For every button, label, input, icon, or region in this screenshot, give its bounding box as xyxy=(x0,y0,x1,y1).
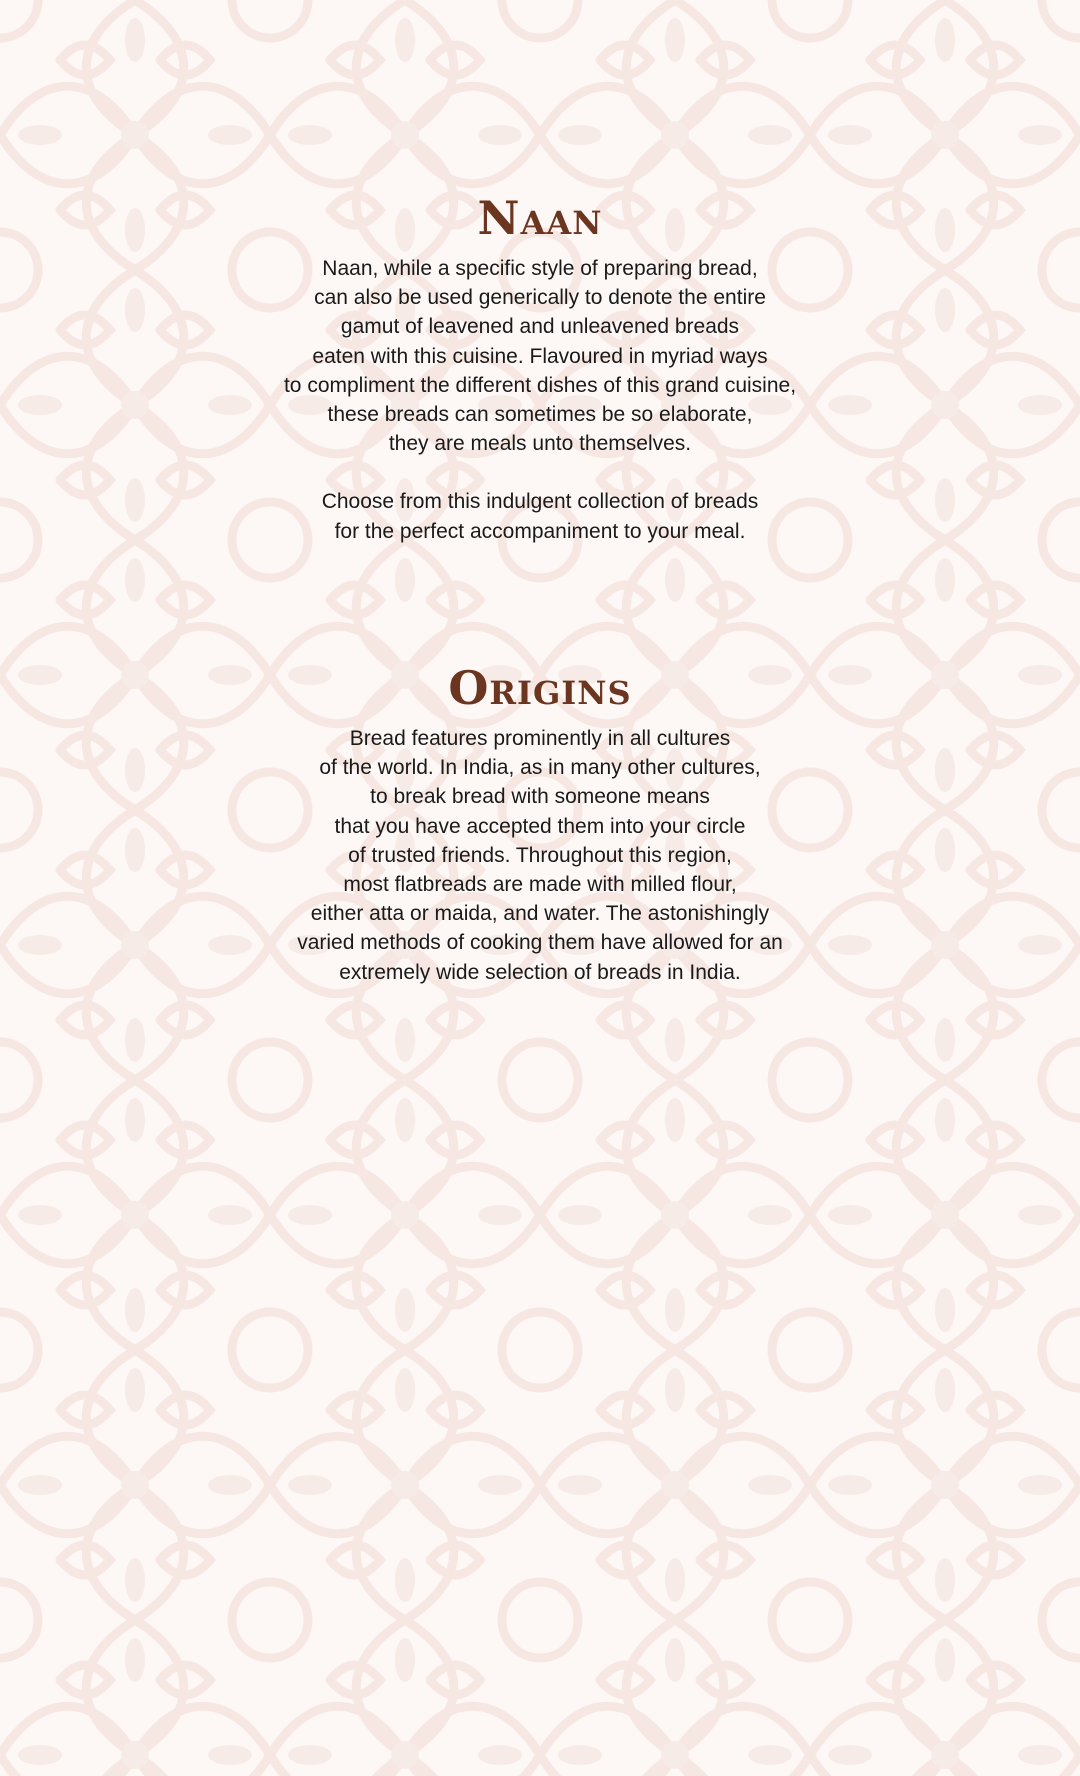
origins-line: to break bread with someone means xyxy=(370,785,710,809)
origins-line: that you have accepted them into your circle xyxy=(334,814,746,838)
origins-line: Bread features prominently in all cultures xyxy=(349,727,731,750)
naan-description xyxy=(0,254,1080,546)
naan-line: to compliment the different dishes of this grand cuisine, xyxy=(283,373,797,397)
naan-heading: Naan xyxy=(477,191,603,245)
naan-line: Naan, while a specific style of preparing bread, xyxy=(322,257,758,280)
origins-line: varied methods of cooking them have allowed for an xyxy=(297,931,783,955)
naan-choose-line: Choose from this indulgent collection of breads xyxy=(321,490,759,514)
origins-description xyxy=(0,724,1080,987)
origins-heading: Origins xyxy=(448,661,632,715)
naan-choose-line: for the perfect accompaniment to your meal. xyxy=(334,519,746,543)
origins-line: most flatbreads are made with milled flour, xyxy=(343,873,737,897)
origins-line: extremely wide selection of breads in India. xyxy=(339,960,741,984)
origins-section xyxy=(0,658,1080,987)
naan-line: eaten with this cuisine. Flavoured in myriad ways xyxy=(312,344,768,368)
origins-line: of trusted friends. Throughout this region, xyxy=(348,843,732,867)
naan-line: gamut of leavened and unleavened breads xyxy=(340,315,740,339)
naan-section xyxy=(0,188,1080,546)
origins-line: of the world. In India, as in many other cultures, xyxy=(319,756,761,780)
origins-line: either atta or maida, and water. The astonishingly xyxy=(310,902,770,926)
naan-line: can also be used generically to denote the entire xyxy=(314,286,766,310)
naan-line: they are meals unto themselves. xyxy=(388,432,692,456)
naan-line: these breads can sometimes be so elaborate, xyxy=(327,403,753,427)
